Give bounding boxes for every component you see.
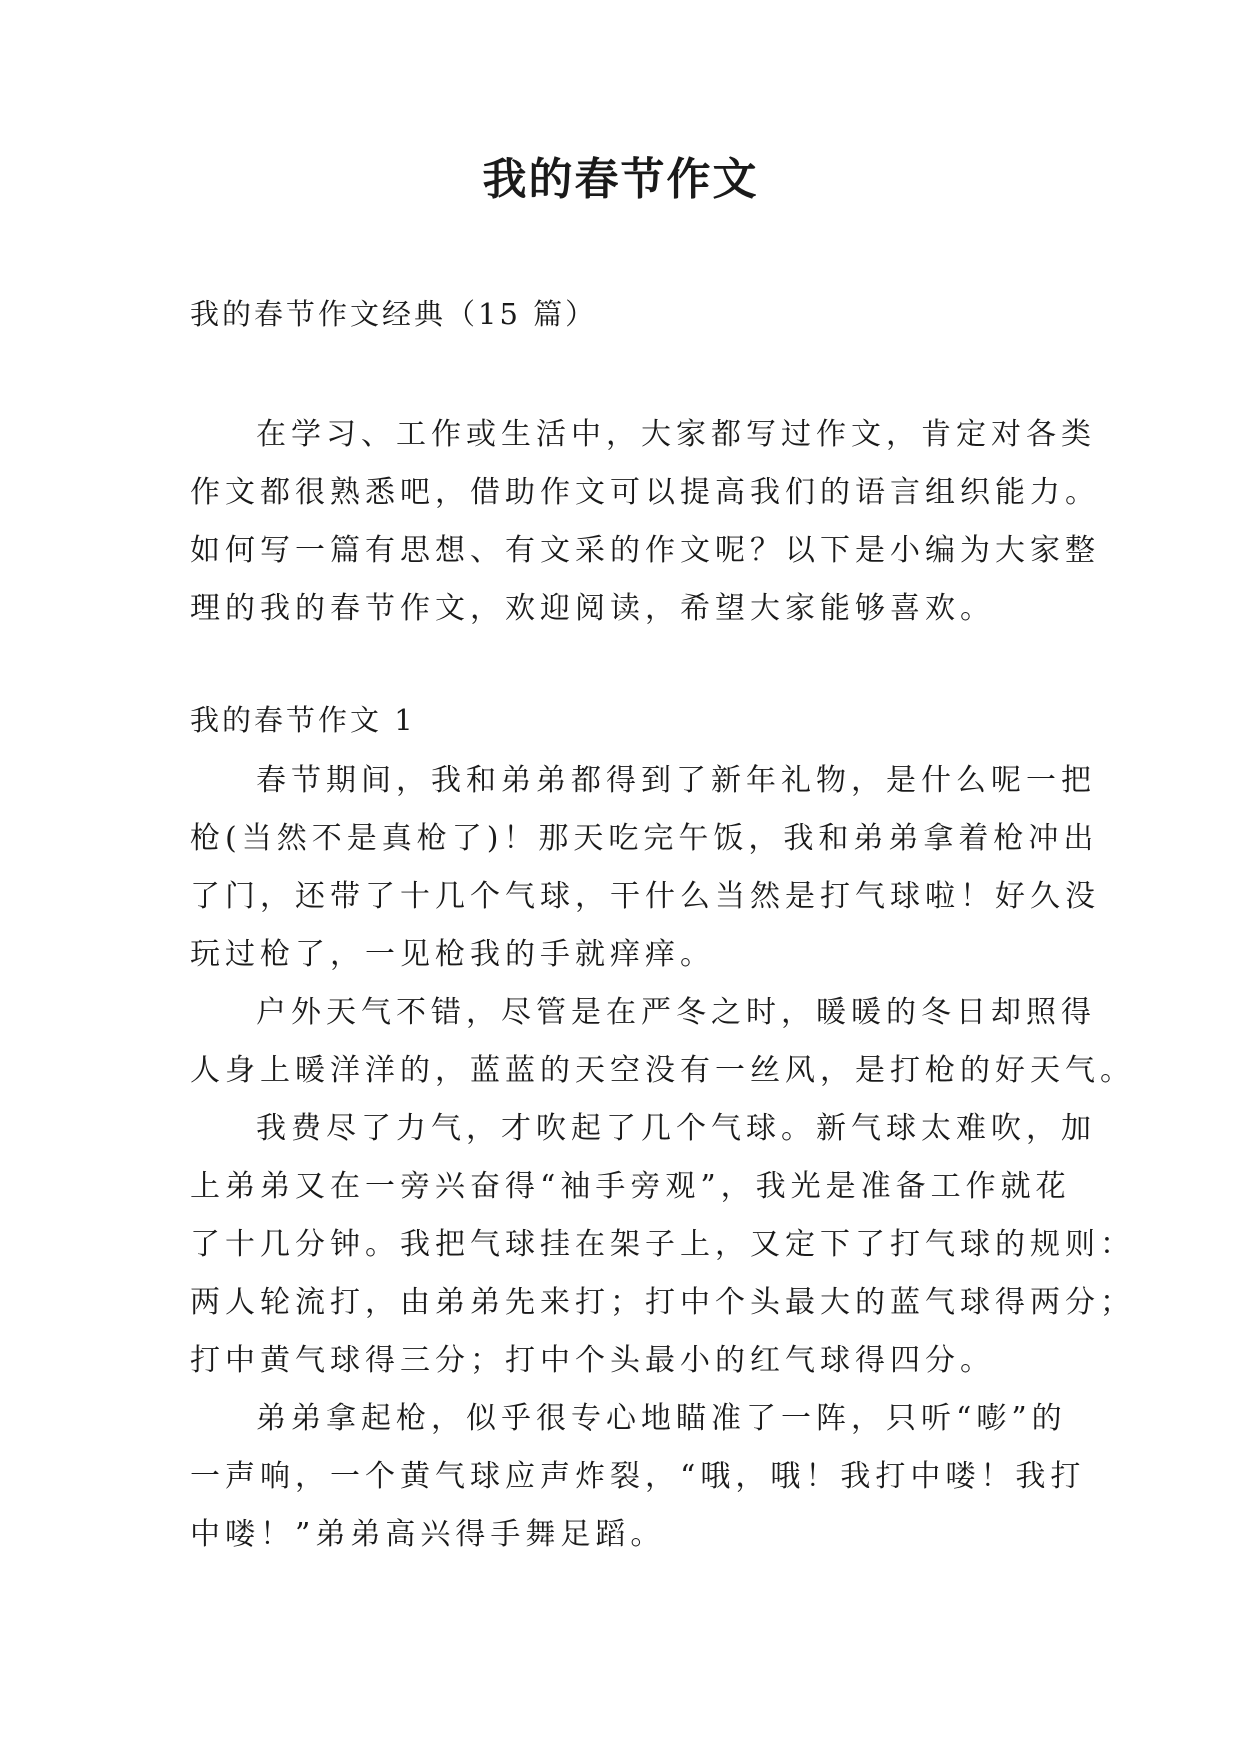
text-line: 了门，还带了十几个气球，干什么当然是打气球啦！好久没 bbox=[190, 879, 1100, 914]
text-line: 弟弟拿起枪，似乎很专心地瞄准了一阵，只听“嘭”的 bbox=[256, 1401, 1067, 1436]
intro-paragraph bbox=[190, 406, 1100, 638]
text-line: 春节期间，我和弟弟都得到了新年礼物，是什么呢一把 bbox=[256, 763, 1096, 798]
text-line: 上弟弟又在一旁兴奋得“袖手旁观”，我光是准备工作就花 bbox=[190, 1169, 1071, 1204]
text-line: 了十几分钟。我把气球挂在架子上，又定下了打气球的规则： bbox=[190, 1227, 1135, 1262]
text-line: 一声响，一个黄气球应声炸裂，“哦，哦！我打中喽！我打 bbox=[190, 1459, 1086, 1494]
text-line: 作文都很熟悉吧，借助作文可以提高我们的语言组织能力。 bbox=[190, 475, 1100, 510]
text-line: 人身上暖洋洋的，蓝蓝的天空没有一丝风，是打枪的好天气。 bbox=[190, 1053, 1135, 1088]
document-subtitle: 我的春节作文经典（15 篇） bbox=[190, 297, 598, 331]
section-body bbox=[190, 752, 1135, 1564]
text-line: 打中黄气球得三分；打中个头最小的红气球得四分。 bbox=[190, 1343, 995, 1378]
text-line: 中喽！”弟弟高兴得手舞足蹈。 bbox=[190, 1517, 666, 1552]
text-line: 户外天气不错，尽管是在严冬之时，暖暖的冬日却照得 bbox=[256, 995, 1096, 1030]
text-line: 枪(当然不是真枪了)！那天吃完午饭，我和弟弟拿着枪冲出 bbox=[190, 821, 1099, 856]
text-line: 理的我的春节作文，欢迎阅读，希望大家能够喜欢。 bbox=[190, 591, 995, 626]
text-line: 两人轮流打，由弟弟先来打；打中个头最大的蓝气球得两分； bbox=[190, 1285, 1135, 1320]
text-line: 玩过枪了，一见枪我的手就痒痒。 bbox=[190, 937, 715, 972]
text-line: 如何写一篇有思想、有文采的作文呢？以下是小编为大家整 bbox=[190, 533, 1100, 568]
text-line: 在学习、工作或生活中，大家都写过作文，肯定对各类 bbox=[256, 417, 1096, 452]
section-heading: 我的春节作文 1 bbox=[190, 703, 416, 737]
text-line: 我费尽了力气，才吹起了几个气球。新气球太难吹，加 bbox=[256, 1111, 1096, 1146]
document-title: 我的春节作文 bbox=[482, 154, 759, 205]
